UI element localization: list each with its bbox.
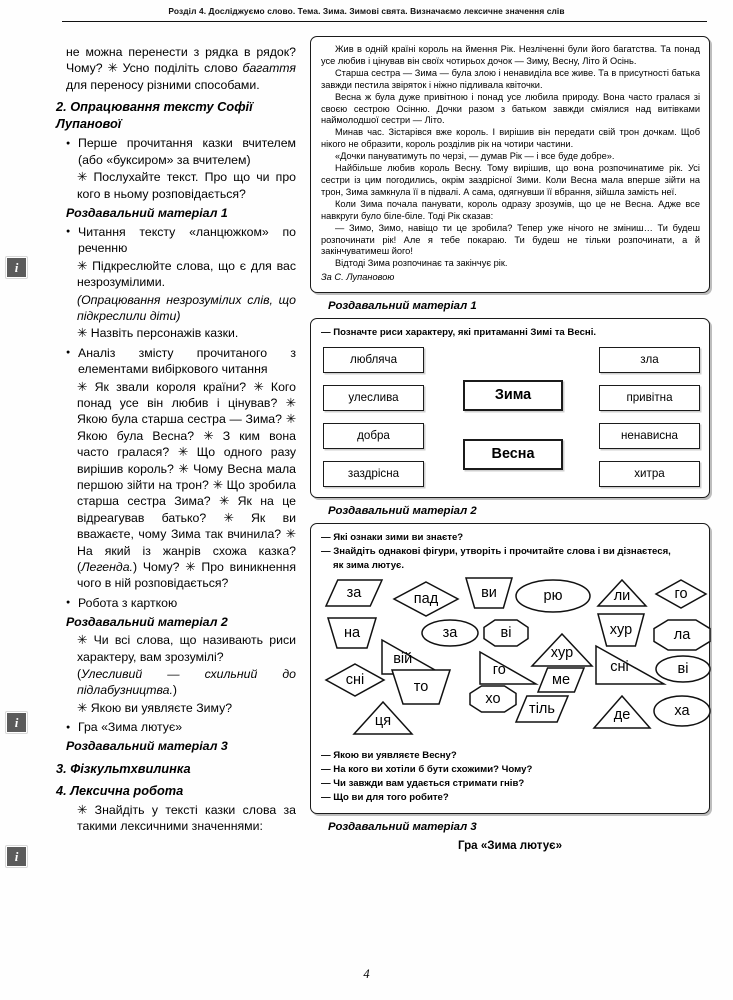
puzzle-shape-label: хур: [550, 645, 574, 662]
puzzle-shape-label: де: [613, 707, 631, 724]
question-text-end: ) Чому? ✳ Про виникнення чого в ній розповідається?: [77, 560, 296, 591]
puzzle-shape-label: за: [442, 625, 458, 642]
puzzle-shape-diamond[interactable]: [655, 579, 707, 609]
handout-3-title: Гра «Зима лютує»: [457, 839, 563, 853]
left-column: [56, 44, 296, 835]
puzzle-shape-parallelogram[interactable]: [325, 579, 383, 607]
task-line: ✳ Якою ви уявляєте Зиму?: [77, 700, 233, 715]
story-paragraph: «Дочки пануватимуть по черзі, — думав Рік — і все буде добре».: [335, 151, 615, 162]
puzzle-shape-triangle[interactable]: [353, 701, 413, 735]
bullet-label: Гра «Зима лютує»: [78, 720, 183, 735]
paragraph-continued: [66, 44, 296, 93]
section-heading-4: 4. Лексична робота: [56, 783, 184, 799]
puzzle-shape-trapezoid[interactable]: [597, 613, 645, 647]
trait-box-left[interactable]: добра: [323, 423, 424, 449]
trait-node-zyma[interactable]: Зима: [463, 380, 563, 411]
puzzle-shape-label: ха: [674, 703, 690, 720]
running-head-rule: [62, 21, 707, 22]
puzzle-shape-parallelogram[interactable]: [537, 667, 585, 693]
info-icon[interactable]: i: [6, 257, 27, 278]
handout-3-caption: Роздавальний матеріал 3: [328, 821, 477, 834]
story-paragraph: Відтоді Зима розпочинає та закінчує рік.: [335, 258, 508, 269]
handout-3-question: — Що ви для того робите?: [321, 792, 449, 804]
para-text-end: для переносу різними способами.: [66, 77, 260, 92]
trait-box-right[interactable]: хитра: [599, 461, 700, 487]
puzzle-shape-label: ві: [500, 625, 512, 642]
handout-2-caption: Роздавальний матеріал 2: [328, 505, 477, 518]
puzzle-shape-label: сні: [345, 672, 365, 689]
handout-3-prompt-1: — Які ознаки зими ви знаєте?: [321, 532, 464, 544]
story-paragraph: Найбільше любив король Весну. Тому вирішив, що вона розпочинатиме рік. Усі сестри із цим погодились, окрім заздрісної Зими. Коли Весна мала вперше зійти на трон, Зима замкнула її в підвалі. А сама, одягнувши її вбрання, зійшла замість неї.: [321, 163, 700, 197]
right-column: [310, 36, 710, 852]
puzzle-shape-trapezoid[interactable]: [465, 577, 513, 609]
task-line: ✳ Назвіть персонажів казки.: [77, 326, 239, 341]
info-icon[interactable]: i: [6, 712, 27, 733]
puzzle-shape-label: ла: [673, 627, 691, 644]
bullet-label: Робота з карткою: [78, 595, 178, 610]
handout-3-question: — Чи завжди вам удається стримати гнів?: [321, 778, 525, 790]
trait-box-left[interactable]: любляча: [323, 347, 424, 373]
handout-2-prompt: — Позначте риси характеру, які притаманні Зимі та Весні.: [321, 327, 597, 339]
puzzle-shape-label: хур: [609, 622, 633, 639]
puzzle-shape-label: ли: [613, 587, 631, 604]
page-number: 4: [363, 967, 370, 981]
story-paragraph: — Зимо, Зимо, навіщо ти це зробила? Тепер уже нічого не зміниш… Ти будеш розпочинати рік! Але я тебе покараю. Ти будеш не тільки розпочинати, а й закінчуватимеш його!: [321, 222, 700, 257]
task-line: ✳ Підкреслюйте слова, що є для вас незрозумілими.: [77, 258, 296, 290]
puzzle-shape-label: сні: [610, 659, 629, 676]
info-icon[interactable]: i: [6, 846, 27, 867]
puzzle-shape-triangle[interactable]: [593, 695, 651, 729]
question-block: [66, 379, 296, 592]
puzzle-shape-diamond[interactable]: [325, 663, 385, 697]
puzzle-shape-label: тіль: [529, 701, 555, 718]
trait-box-right[interactable]: привітна: [599, 385, 700, 411]
bullet-label: Аналіз змісту прочитаного з елементами вибіркового читання: [78, 345, 296, 377]
puzzle-shape-octagon[interactable]: [469, 685, 517, 713]
note-close-paren: ): [172, 683, 177, 698]
task-note: [66, 666, 296, 699]
puzzle-shape-label: го: [674, 586, 688, 603]
trait-node-vesna[interactable]: Весна: [463, 439, 563, 470]
puzzle-shape-label: ця: [374, 713, 392, 730]
story-paragraph: Коли Зима почала панувати, король одразу зрозумів, що це не Весна. Адже все навкруги було біле-біле. Тоді Рік сказав:: [321, 198, 700, 221]
puzzle-shape-triangle[interactable]: [531, 633, 593, 667]
puzzle-shape-trapezoid[interactable]: [391, 669, 451, 705]
puzzle-shape-triangle[interactable]: [597, 579, 647, 607]
note-open-paren: (: [77, 667, 82, 681]
story-paragraph: Жив в одній країні король на ймення Рік. Незліченні були його багатства. Та понад усе любив і цінував він своїх чотирьох дочок — Зиму, Весну, Літо й Осінь.: [321, 44, 700, 66]
puzzle-shape-label: на: [343, 625, 361, 642]
bullet-label: Перше прочитання казки вчителем (або «буксиром» за вчителем): [78, 136, 296, 167]
para-text: не можна перенести з рядка в рядок? Чому? ✳ Усно поділіть слово: [66, 45, 296, 76]
puzzle-shape-label: рю: [543, 588, 563, 605]
traits-diagram: [321, 347, 700, 489]
puzzle-shape-octagon[interactable]: [483, 619, 529, 647]
handout-3-question: — На кого ви хотіли б бути схожими? Чому?: [321, 764, 533, 776]
handout-ref: Роздавальний матеріал 3: [66, 739, 228, 754]
task-line: ✳ Чи всі слова, що називають риси характеру, вам зрозумілі?: [77, 633, 296, 664]
list-item: [66, 135, 296, 168]
puzzle-shape-label: пад: [413, 591, 439, 608]
story-paragraph: Весна ж була дуже привітною і понад усе любила природу. Вона часто гралася зі своєю сестрою Осінню. Дочки разом з батьком завжди сміялися над витівками наймолодшої сестри — Літо.: [321, 91, 700, 126]
list-item: [66, 719, 296, 735]
story-signature: За С. Лупановою: [321, 272, 395, 283]
list-item: [66, 345, 296, 378]
puzzle-shape-triangle-r[interactable]: [479, 651, 537, 685]
question-answer-hint: Легенда.: [81, 560, 133, 575]
handout-3-box: [310, 523, 710, 814]
handout-3-question: — Якою ви уявляєте Весну?: [321, 750, 457, 762]
trait-box-left[interactable]: заздрісна: [323, 461, 424, 487]
section-heading-2: 2. Опрацювання тексту Софії Лупанової: [56, 99, 253, 131]
puzzle-shape-label: то: [413, 679, 429, 696]
puzzle-shape-trapezoid[interactable]: [327, 617, 377, 649]
section-heading-3: 3. Фізкультхвилинка: [56, 760, 191, 776]
running-head: Розділ 4. Досліджуємо слово. Тема. Зима. Зимові свята. Визначаємо лексичне значення слів: [168, 6, 565, 16]
question-text: ✳ Як звали короля країни? ✳ Кого понад усе він любив і цінував? ✳ Якою була старша сестра — Зима? ✳ Якою була Весна? ✳ З ким вона часто гралася? ✳ Що одного разу вирішив король? ✳ Чому Весна мала першою зійти на трон? ✳ Що зробила старша сестра Зима? ✳ Як на це відреагував батько? ✳ Як ви вважаєте, чому Зима так вчинила? ✳ На який із жанрів схожа казка? (: [77, 379, 296, 575]
list-item: [66, 224, 296, 257]
puzzle-shape-label: ме: [551, 672, 571, 689]
list-item: [66, 595, 296, 611]
handout-3-prompt-2-cont: як зима лютує.: [333, 560, 404, 572]
task-line: ✳ Послухайте текст. Про що чи про кого в ньому розповідається?: [77, 170, 296, 201]
task-line: ✳ Знайдіть у тексті казки слова за такими лексичними значеннями:: [77, 802, 296, 834]
shapes-puzzle: [325, 577, 709, 745]
trait-box-right[interactable]: зла: [599, 347, 700, 373]
note-definition: Улесливий — схильний до підлабузництва.: [77, 667, 296, 698]
handout-3-prompt-2: — Знайдіть однакові фігури, утворіть і прочитайте слова і ви дізнаєтеся,: [321, 546, 671, 558]
story-text: [321, 44, 700, 284]
task-note: (Опрацювання незрозумілих слів, що підкреслили діти): [77, 292, 296, 323]
handout-ref: Роздавальний матеріал 1: [66, 205, 228, 220]
puzzle-shape-label: ви: [481, 585, 497, 602]
handout-ref: Роздавальний матеріал 2: [66, 614, 228, 629]
puzzle-shape-diamond[interactable]: [393, 581, 459, 617]
puzzle-shape-triangle-r2[interactable]: [595, 645, 665, 685]
story-paragraph: Старша сестра — Зима — була злою і ненавиділа все живе. Та в присутності батька завжди пестила звіряток і ніжно підливала квіточки.: [321, 67, 700, 90]
bullet-label: Читання тексту «ланцюжком» по реченню: [78, 224, 296, 256]
puzzle-shape-parallelogram[interactable]: [515, 695, 569, 723]
puzzle-shape-label: за: [346, 585, 362, 602]
handout-1-caption: Роздавальний матеріал 1: [328, 300, 477, 313]
story-paragraph: Минав час. Зістарівся вже король. І вирішив він передати свій трон дочкам. Щоб нікого не образити, король розділив рік на чотири частини.: [321, 127, 700, 150]
puzzle-shape-ellipse[interactable]: [653, 695, 711, 727]
puzzle-shape-label: хо: [485, 691, 501, 708]
trait-box-right[interactable]: ненависна: [599, 423, 700, 449]
handout-2-box: [310, 318, 710, 498]
puzzle-shape-label: го: [492, 661, 506, 678]
trait-box-left[interactable]: улеслива: [323, 385, 424, 411]
puzzle-shape-label: вій: [393, 650, 413, 667]
puzzle-shape-ellipse[interactable]: [515, 579, 591, 613]
puzzle-shape-label: ві: [677, 661, 689, 678]
handout-1-box: [310, 36, 710, 293]
para-emphasis: багаття: [242, 61, 296, 76]
